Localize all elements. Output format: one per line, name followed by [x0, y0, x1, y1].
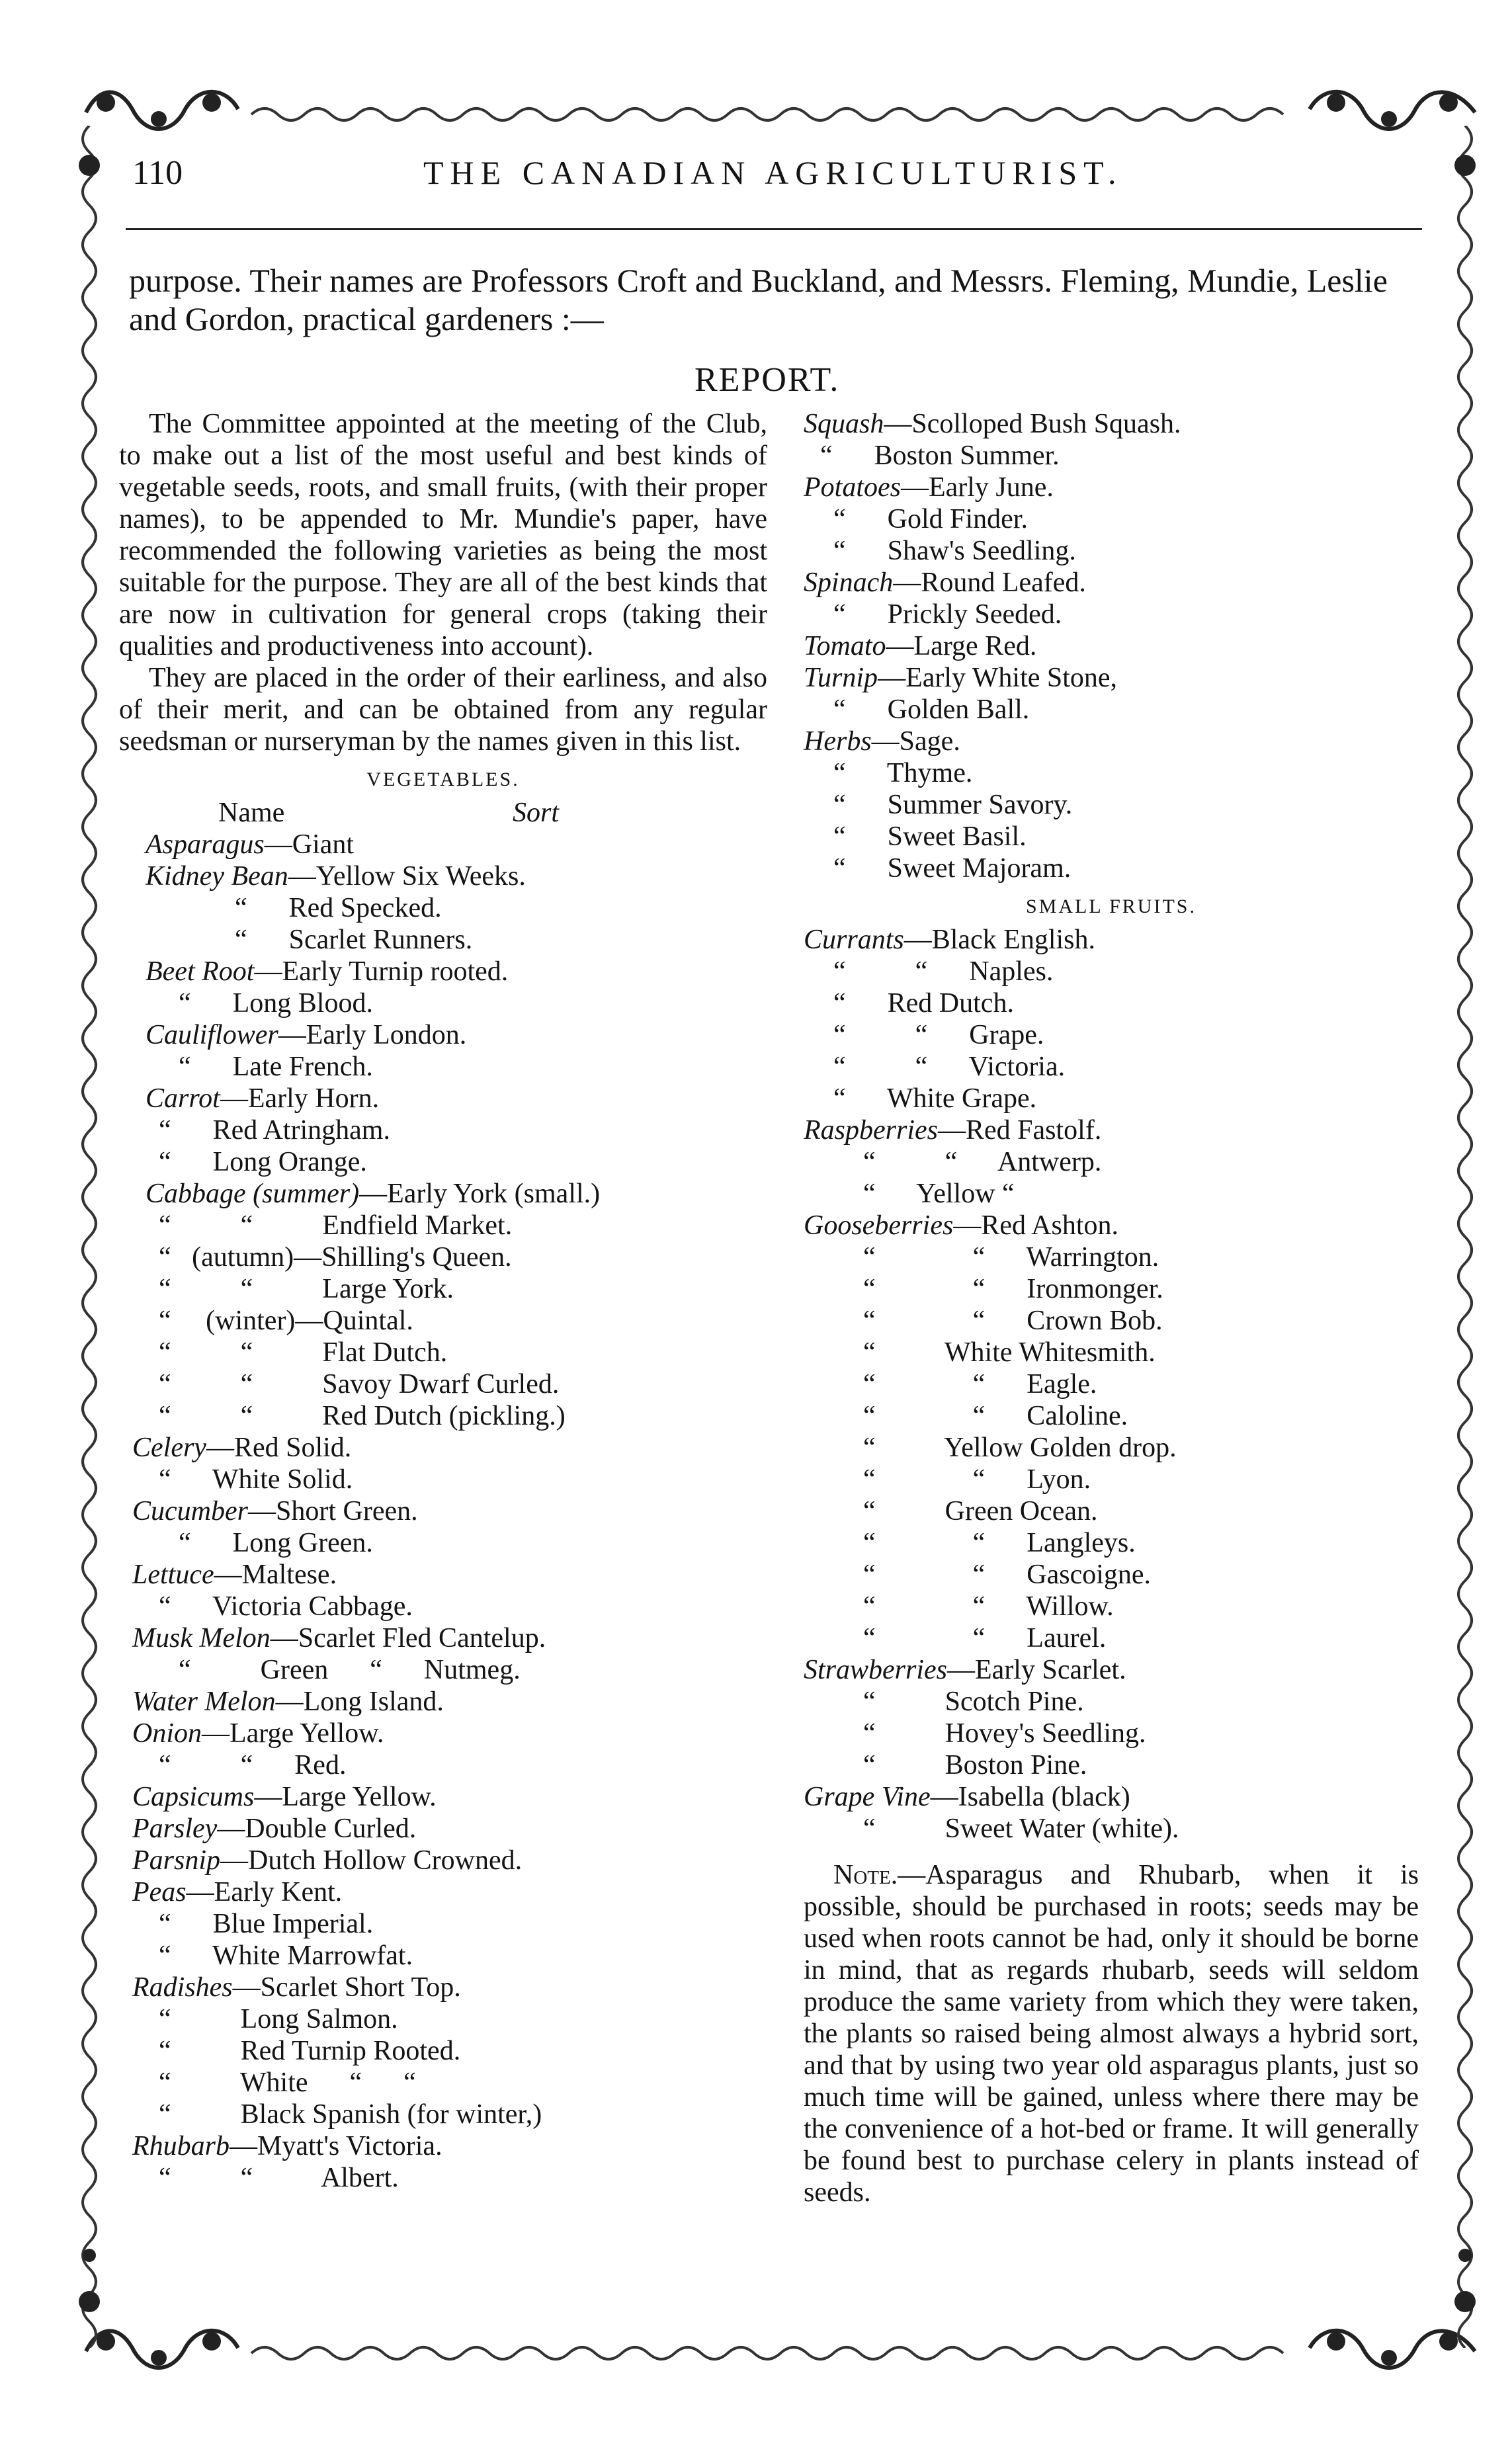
variety-name: “ Hovey's Seedling. — [863, 1718, 1146, 1749]
variety-name: “ Black Spanish (for winter,) — [159, 2099, 542, 2130]
variety-name: “ Long Green. — [179, 1528, 373, 1558]
list-item — [119, 829, 767, 860]
category-name: Water Melon — [132, 1687, 276, 1717]
variety-name: “ “ Endfield Market. — [159, 1210, 513, 1241]
variety-name: “ “ Naples. — [833, 956, 1054, 987]
ornamental-border-left — [63, 126, 116, 2348]
list-item — [119, 1527, 767, 1559]
variety-name: “ “ Crown Bob. — [863, 1306, 1163, 1336]
list-item — [119, 1718, 767, 1749]
list-item — [119, 1686, 767, 1718]
vegetables-heading: VEGETABLES. — [366, 769, 520, 790]
variety-name: “ “ Eagle. — [863, 1369, 1097, 1399]
list-item — [119, 1178, 767, 1210]
category-name: Strawberries — [804, 1655, 948, 1685]
variety-name: —Giant — [264, 829, 355, 860]
list-item — [119, 1845, 767, 1876]
variety-name: —Scolloped Bush Squash. — [884, 409, 1181, 439]
category-name: Potatoes — [804, 472, 901, 503]
category-name: Capsicums — [132, 1782, 255, 1812]
variety-name: —Early June. — [900, 472, 1054, 503]
list-item — [119, 2130, 767, 2162]
category-name: Onion — [132, 1718, 202, 1749]
list-item — [804, 1464, 1419, 1495]
category-name: Peas — [132, 1877, 187, 1907]
variety-name: —Scarlet Short Top. — [232, 1972, 461, 2003]
list-item — [119, 1337, 767, 1368]
list-item — [119, 1813, 767, 1845]
variety-name: “ Blue Imperial. — [159, 1909, 374, 1939]
variety-name: —Large Yellow. — [202, 1718, 384, 1749]
list-item — [804, 1591, 1419, 1622]
list-item — [804, 1654, 1419, 1686]
variety-name: “ Sweet Water (white). — [863, 1814, 1179, 1844]
small-fruits-heading: SMALL FRUITS. — [1026, 896, 1197, 917]
ornamental-border-bottom — [79, 2321, 1488, 2381]
list-item — [804, 630, 1419, 662]
list-item — [119, 1146, 767, 1178]
variety-name: “ “ Victoria. — [833, 1052, 1066, 1082]
list-item — [119, 924, 767, 956]
variety-name: “ (winter)—Quintal. — [159, 1306, 413, 1336]
category-name: Raspberries — [804, 1115, 938, 1146]
list-item — [804, 1114, 1419, 1146]
variety-name: “ (autumn)—Shilling's Queen. — [159, 1242, 512, 1273]
category-name: Parsnip — [132, 1845, 221, 1876]
list-item — [119, 2003, 767, 2035]
list-item — [804, 1083, 1419, 1114]
variety-name: “ Scotch Pine. — [863, 1687, 1084, 1717]
variety-name: —Round Leafed. — [893, 567, 1086, 598]
list-item — [119, 1210, 767, 1241]
list-item — [804, 1019, 1419, 1051]
category-name: Lettuce — [132, 1560, 214, 1590]
list-item — [804, 1400, 1419, 1432]
list-item — [119, 1972, 767, 2003]
list-item — [119, 1591, 767, 1622]
category-name: Squash — [804, 409, 884, 439]
category-name: Spinach — [804, 567, 894, 598]
list-item — [804, 408, 1419, 440]
category-name: Rhubarb — [132, 2131, 230, 2161]
variety-name: “ Yellow “ — [863, 1179, 1015, 1209]
list-item — [804, 472, 1419, 503]
list-item — [119, 2035, 767, 2067]
variety-name: “ “ Caloline. — [863, 1401, 1128, 1431]
variety-name: —Early Kent. — [186, 1877, 343, 1907]
variety-name: “ “ Warrington. — [863, 1242, 1159, 1273]
list-item — [119, 1749, 767, 1781]
variety-name: —Black English. — [903, 925, 1096, 955]
variety-name: —Double Curled. — [217, 1814, 417, 1844]
variety-name: “ Green Ocean. — [863, 1496, 1098, 1526]
running-header — [132, 153, 1429, 206]
list-item — [804, 694, 1419, 726]
list-item — [119, 1114, 767, 1146]
list-item — [804, 1718, 1419, 1749]
list-item — [804, 1559, 1419, 1591]
ornamental-border-right — [1439, 126, 1491, 2348]
committee-paragraph: The Committee appointed at the meeting of the Club, to make out a list of the most useful and best kinds of vegetable seeds, roots, and small fruits, (with their proper names), to be appended to Mr. Mundie's paper, have recommended the following varieties as being the most suitable for the purpose. They are all of the best kinds that are now in cultivation for general crops (taking their qualities and productiveness into account). — [119, 409, 767, 661]
category-name: Gooseberries — [804, 1210, 954, 1241]
variety-name: “ White Grape. — [833, 1083, 1037, 1114]
variety-name: “ Thyme. — [833, 758, 973, 788]
list-item — [804, 440, 1419, 472]
variety-name: —Large Red. — [886, 631, 1037, 661]
list-item — [119, 956, 767, 987]
intro-text: purpose. Their names are Professors Croft and Buckland, and Messrs. Fleming, Mundie, Leslie and Gordon, practical gardeners :— — [129, 262, 1388, 337]
variety-name: “ Summer Savory. — [833, 790, 1073, 820]
column-sort-label: Sort — [513, 798, 560, 828]
list-item — [804, 567, 1419, 599]
variety-name: “ “ Lyon. — [863, 1464, 1091, 1495]
journal-title: THE CANADIAN AGRICULTURIST. — [423, 154, 1123, 191]
variety-name: “ Red Atringham. — [159, 1115, 390, 1146]
intro-paragraph — [129, 261, 1425, 338]
variety-name: “ “ Grape. — [833, 1020, 1044, 1050]
variety-name: —Early Turnip rooted. — [254, 956, 509, 987]
variety-name: —Large Yellow. — [254, 1782, 437, 1812]
variety-name: “ Red Dutch. — [833, 988, 1014, 1019]
right-column — [804, 408, 1419, 2236]
list-item — [804, 1527, 1419, 1559]
variety-name: —Sage. — [871, 726, 960, 757]
list-item — [804, 1813, 1419, 1845]
variety-name: “ “ Gascoigne. — [863, 1560, 1152, 1590]
category-name: Turnip — [804, 663, 878, 693]
ornamental-border-top — [79, 83, 1488, 142]
page-number: 110 — [132, 154, 183, 192]
list-item — [119, 1781, 767, 1813]
column-name-label: Name — [218, 798, 285, 828]
list-item — [119, 1559, 767, 1591]
variety-name: “ Long Orange. — [159, 1147, 367, 1177]
list-item — [804, 1495, 1419, 1527]
list-item — [804, 1051, 1419, 1083]
list-item — [119, 1432, 767, 1464]
list-item — [804, 1686, 1419, 1718]
variety-name: —Red Solid. — [206, 1433, 352, 1463]
variety-name: “ Golden Ball. — [833, 694, 1030, 725]
variety-name: “ “ Antwerp. — [863, 1147, 1102, 1177]
list-item — [119, 1464, 767, 1495]
vegetables-list-continued — [804, 408, 1419, 884]
variety-name: “ Gold Finder. — [833, 504, 1028, 534]
left-column — [119, 408, 767, 2194]
list-item — [119, 1908, 767, 1940]
category-name: Cucumber — [132, 1496, 248, 1526]
list-item — [119, 1273, 767, 1305]
list-item — [804, 1178, 1419, 1210]
list-item — [119, 1495, 767, 1527]
variety-name: “ Late French. — [179, 1052, 373, 1082]
variety-name: —Early White Stone, — [878, 663, 1118, 693]
variety-name: —Yellow Six Weeks. — [288, 861, 526, 892]
list-item — [804, 789, 1419, 821]
variety-name: “ Red Turnip Rooted. — [159, 2036, 461, 2066]
list-item — [804, 662, 1419, 694]
list-item — [119, 860, 767, 892]
list-item — [804, 821, 1419, 853]
category-name: Carrot — [146, 1083, 220, 1114]
order-paragraph: They are placed in the order of their earliness, and also of their merit, and can be obtained from any regular seedsman or nurseryman by the names given in this list. — [119, 663, 767, 757]
variety-name: “ “ Large York. — [159, 1274, 454, 1304]
variety-name: “ “ Red Dutch (pickling.) — [159, 1401, 566, 1431]
variety-name: —Dutch Hollow Crowned. — [220, 1845, 523, 1876]
variety-name: —Red Ashton. — [953, 1210, 1118, 1241]
variety-name: “ Boston Pine. — [863, 1750, 1087, 1780]
variety-name: —Early Horn. — [220, 1083, 380, 1114]
variety-name: “ “ Laurel. — [863, 1623, 1107, 1653]
variety-name: “ “ Willow. — [863, 1591, 1114, 1622]
variety-name: “ Boston Summer. — [820, 440, 1060, 471]
variety-name: —Maltese. — [214, 1560, 337, 1590]
variety-name: —Early Scarlet. — [947, 1655, 1126, 1685]
list-item — [119, 1305, 767, 1337]
variety-name: —Myatt's Victoria. — [230, 2131, 442, 2161]
category-name: Currants — [804, 925, 904, 955]
list-item — [804, 1241, 1419, 1273]
variety-name: —Early London. — [278, 1020, 467, 1050]
variety-name: —Short Green. — [247, 1496, 418, 1526]
report-heading: REPORT. — [694, 361, 840, 399]
list-item — [804, 535, 1419, 567]
variety-name: “ “ Flat Dutch. — [159, 1337, 448, 1368]
list-item — [119, 1368, 767, 1400]
variety-name: “ Sweet Basil. — [833, 821, 1027, 852]
note-text: —Asparagus and Rhubarb, when it is possible, should be purchased in roots; seeds may be used when roots cannot be had, only it should be borne in mind, that as regards rhubarb, seeds will seldom produce the same variety from which they were taken, the plants so raised being almost always a hybrid sort, and that by using two year old asparagus plants, just so much time will be gained, unless where there may be the convenience of a hot-bed or frame. It will generally be found best to purchase celery in plants instead of seeds. — [804, 1860, 1419, 2208]
category-name: Cauliflower — [146, 1020, 278, 1050]
list-item — [119, 1051, 767, 1083]
variety-name: “ White Solid. — [159, 1464, 353, 1495]
variety-name: “ Long Blood. — [179, 988, 373, 1019]
small-fruits-list — [804, 924, 1419, 1845]
variety-name: “ White “ “ — [159, 2067, 416, 2098]
list-item — [119, 892, 767, 924]
variety-name: “ Prickly Seeded. — [833, 599, 1062, 630]
list-item — [119, 987, 767, 1019]
list-item — [804, 726, 1419, 757]
list-item — [804, 987, 1419, 1019]
header-rule — [126, 228, 1422, 230]
category-name: Kidney Bean — [146, 861, 288, 892]
variety-name: —Long Island. — [275, 1687, 444, 1717]
list-item — [804, 599, 1419, 630]
list-item — [804, 1622, 1419, 1654]
variety-name: “ White Marrowfat. — [159, 1941, 413, 1971]
list-item — [119, 1622, 767, 1654]
category-name: Parsley — [132, 1814, 218, 1844]
list-item — [119, 2099, 767, 2130]
list-item — [804, 1146, 1419, 1178]
variety-name: “ White Whitesmith. — [863, 1337, 1155, 1368]
variety-name: —Isabella (black) — [930, 1782, 1130, 1812]
list-item — [804, 757, 1419, 789]
variety-name: “ “ Red. — [159, 1750, 347, 1780]
list-item — [804, 924, 1419, 956]
note-label: Note. — [833, 1860, 898, 1890]
list-item — [119, 2162, 767, 2194]
vegetables-column-headers — [119, 797, 767, 829]
variety-name: “ “ Albert. — [159, 2163, 399, 2193]
variety-name: “ Yellow Golden drop. — [863, 1433, 1177, 1463]
list-item — [804, 853, 1419, 884]
variety-name: —Early York (small.) — [359, 1179, 601, 1209]
variety-name: “ “ Savoy Dwarf Curled. — [159, 1369, 560, 1399]
list-item — [119, 1654, 767, 1686]
variety-name: “ Red Specked. — [235, 893, 442, 923]
vegetables-list — [119, 829, 767, 2194]
list-item — [804, 1210, 1419, 1241]
list-item — [119, 1940, 767, 1972]
category-name: Tomato — [804, 631, 886, 661]
list-item — [804, 1305, 1419, 1337]
list-item — [804, 1337, 1419, 1368]
category-name: Grape Vine — [804, 1782, 931, 1812]
category-name: Beet Root — [146, 956, 255, 987]
variety-name: “ “ Ironmonger. — [863, 1274, 1163, 1304]
variety-name: “ Scarlet Runners. — [235, 925, 473, 955]
list-item — [804, 1781, 1419, 1813]
variety-name: —Red Fastolf. — [938, 1115, 1102, 1146]
list-item — [804, 1432, 1419, 1464]
list-item — [119, 2067, 767, 2099]
list-item — [804, 503, 1419, 535]
variety-name: “ Sweet Majoram. — [833, 853, 1071, 884]
category-name: Asparagus — [146, 829, 265, 860]
list-item — [804, 956, 1419, 987]
category-name: Musk Melon — [132, 1623, 271, 1653]
category-name: Celery — [132, 1433, 206, 1463]
variety-name: “ “ Langleys. — [863, 1528, 1136, 1558]
variety-name: “ Long Salmon. — [159, 2004, 398, 2034]
list-item — [804, 1749, 1419, 1781]
list-item — [119, 1083, 767, 1114]
variety-name: “ Victoria Cabbage. — [159, 1591, 413, 1622]
list-item — [119, 1241, 767, 1273]
variety-name: —Scarlet Fled Cantelup. — [270, 1623, 546, 1653]
list-item — [119, 1876, 767, 1908]
note-paragraph — [804, 1859, 1419, 2208]
variety-name: “ Shaw's Seedling. — [833, 536, 1076, 566]
category-name: Radishes — [132, 1972, 233, 2003]
list-item — [119, 1019, 767, 1051]
list-item — [804, 1368, 1419, 1400]
category-name: Cabbage (summer) — [146, 1179, 360, 1209]
category-name: Herbs — [804, 726, 872, 757]
list-item — [804, 1273, 1419, 1305]
variety-name: “ Green “ Nutmeg. — [179, 1655, 521, 1685]
list-item — [119, 1400, 767, 1432]
